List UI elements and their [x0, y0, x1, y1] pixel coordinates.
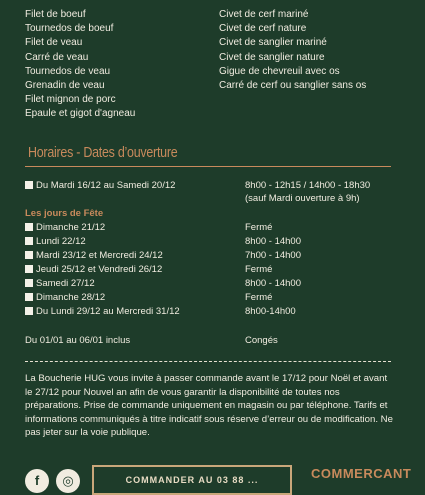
- checkbox-icon: [25, 307, 33, 315]
- dashed-divider: [25, 361, 391, 362]
- product-item: Filet de boeuf: [25, 9, 86, 20]
- product-item: Filet mignon de porc: [25, 94, 116, 106]
- product-item: Filet de veau: [25, 37, 83, 49]
- fete-label: Jeudi 25/12 et Vendredi 26/12: [36, 264, 163, 275]
- fete-label: Mardi 23/12 et Mercredi 24/12: [36, 250, 163, 261]
- product-item: Civet de cerf nature: [219, 23, 307, 35]
- product-item: Civet de sanglier nature: [219, 51, 325, 63]
- checkbox-icon: [25, 237, 33, 245]
- fete-time: 8h00-14h00: [245, 306, 296, 317]
- fete-label: Dimanche 28/12: [36, 292, 106, 303]
- fete-time: Fermé: [245, 222, 273, 233]
- closure-time: Congés: [245, 335, 278, 346]
- product-item: Tournedos de boeuf: [25, 23, 114, 35]
- product-item: Carré de cerf ou sanglier sans os: [219, 80, 367, 92]
- product-item: Epaule et gigot d'agneau: [25, 108, 136, 120]
- main-period-note: (sauf Mardi ouverture à 9h): [245, 193, 360, 204]
- product-list-left: [25, 8, 135, 122]
- fete-time: Fermé: [245, 264, 273, 275]
- fete-row: [25, 306, 180, 318]
- fete-label: Du Lundi 29/12 au Mercredi 31/12: [36, 306, 180, 317]
- fete-row: [25, 278, 95, 290]
- title-divider: [25, 166, 391, 167]
- product-item: Tournedos de veau: [25, 65, 111, 77]
- fete-label: Samedi 27/12: [36, 278, 95, 289]
- main-period-label: Du Mardi 16/12 au Samedi 20/12: [36, 180, 176, 191]
- fete-time: 8h00 - 14h00: [245, 278, 301, 289]
- instagram-icon[interactable]: ◎: [56, 469, 80, 493]
- fete-label: Lundi 22/12: [36, 236, 86, 247]
- facebook-icon[interactable]: f: [25, 469, 49, 493]
- fete-row: [25, 236, 86, 248]
- checkbox-icon: [25, 279, 33, 287]
- fetes-heading: Les jours de Fête: [25, 208, 104, 219]
- product-item: Carré de veau: [25, 51, 89, 63]
- checkbox-icon: [25, 223, 33, 231]
- checkbox-icon: [25, 251, 33, 259]
- product-item: Civet de cerf mariné: [219, 9, 309, 20]
- checkbox-icon: [25, 265, 33, 273]
- fete-time: Fermé: [245, 292, 273, 303]
- fete-row: [25, 250, 163, 262]
- order-notice: La Boucherie HUG vous invite à passer commande avant le 17/12 pour Noël et avant le 27/12 pour Nouvel an afin de vous garantir la disponibilité de toutes nos préparations. Prise de commande uniquement en magasin ou par téléphone. Tarifs et informations communiqués à titre indicatif sous réserve d’erreur ou de modification. Ne pas jeter sur la voie publique.: [25, 373, 393, 438]
- product-item: Gigue de chevreuil avec os: [219, 65, 340, 77]
- fete-label: Dimanche 21/12: [36, 222, 106, 233]
- closure-label: Du 01/01 au 06/01 inclus: [25, 335, 131, 346]
- fete-row: [25, 222, 105, 234]
- product-list-right: [219, 8, 366, 93]
- product-item: Civet de sanglier mariné: [219, 37, 327, 49]
- product-item: Grenadin de veau: [25, 80, 105, 92]
- fete-row: [25, 264, 162, 276]
- order-phone-button[interactable]: COMMANDER AU 03 88 ...: [92, 465, 292, 495]
- commercant-badge: COMMERCANT: [311, 466, 412, 481]
- checkbox-icon: [25, 181, 33, 189]
- checkbox-icon: [25, 293, 33, 301]
- fete-time: 7h00 - 14h00: [245, 250, 301, 261]
- main-period-row: [25, 180, 175, 192]
- fete-time: 8h00 - 14h00: [245, 236, 301, 247]
- hours-title: Horaires - Dates d’ouverture: [28, 145, 178, 161]
- fete-row: [25, 292, 105, 304]
- main-period-time: 8h00 - 12h15 / 14h00 - 18h30: [245, 180, 371, 191]
